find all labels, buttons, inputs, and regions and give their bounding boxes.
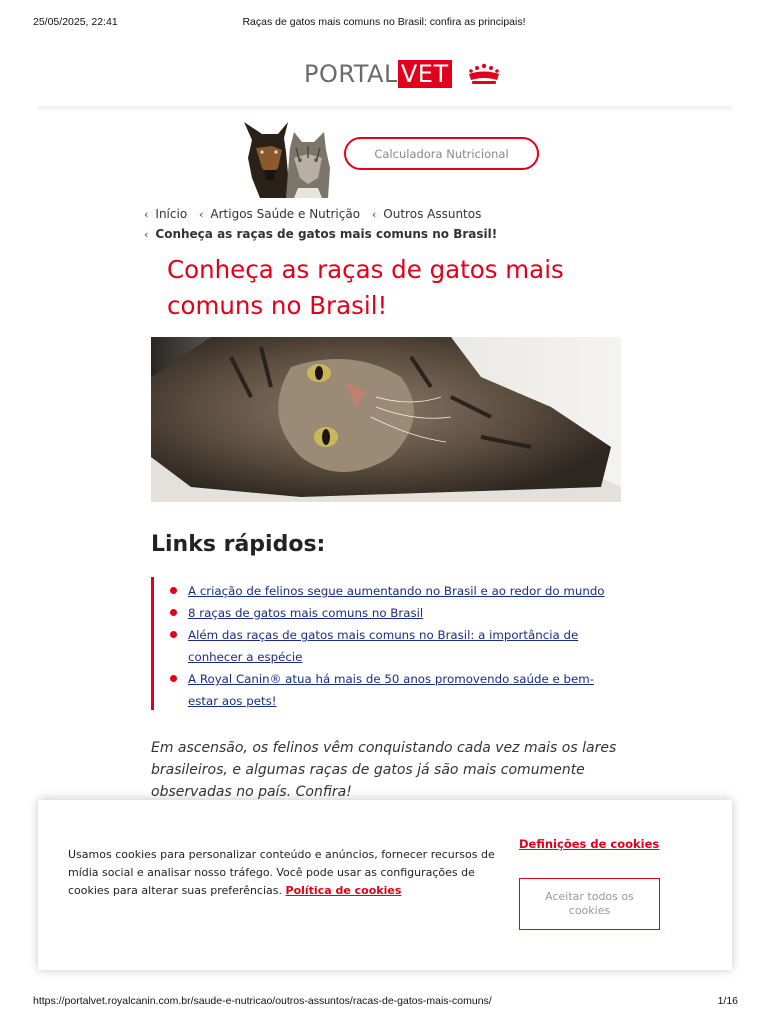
quick-link[interactable]: A Royal Canin® atua há mais de 50 anos promovendo saúde e bem-estar aos pets!: [188, 672, 594, 708]
cookie-banner: [38, 800, 732, 970]
print-header: [0, 16, 768, 32]
chevron-left-icon: ‹: [199, 208, 204, 221]
list-item: [170, 668, 621, 712]
hero-cat-image: [151, 337, 621, 502]
cookie-text: [68, 846, 498, 900]
breadcrumb-current: Conheça as raças de gatos mais comuns no Brasil!: [155, 227, 498, 241]
bullet-icon: [170, 631, 177, 638]
bullet-icon: [170, 609, 177, 616]
logo-vet-text: VET: [398, 60, 452, 88]
quick-links-heading: Links rápidos:: [151, 532, 326, 557]
quick-link[interactable]: Além das raças de gatos mais comuns no Brasil: a importância de conhecer a espécie: [188, 628, 579, 664]
portalvet-logo[interactable]: [304, 58, 502, 90]
quick-links-list: [151, 577, 621, 710]
breadcrumb-other-topics[interactable]: Outros Assuntos: [383, 207, 482, 221]
quick-link[interactable]: 8 raças de gatos mais comuns no Brasil: [188, 606, 424, 620]
chevron-left-icon: ‹: [144, 228, 149, 241]
cookie-policy-link[interactable]: Política de cookies: [285, 884, 402, 897]
print-footer: [0, 995, 768, 1011]
logo-portal-text: PORTAL: [304, 60, 398, 88]
accept-cookies-button[interactable]: Aceitar todos os cookies: [519, 878, 660, 930]
print-page-number: 1/16: [717, 995, 738, 1007]
breadcrumb-home[interactable]: Início: [155, 207, 188, 221]
breadcrumb-current-row: [144, 227, 497, 241]
list-item: [170, 624, 621, 668]
print-doc-title: Raças de gatos mais comuns no Brasil: confira as principais!: [242, 16, 526, 28]
bullet-icon: [170, 675, 177, 682]
intro-paragraph: Em ascensão, os felinos vêm conquistando cada vez mais os lares brasileiros, e algumas raças de gatos já são mais comumente observadas no país. Confira!: [151, 740, 617, 800]
breadcrumb: [144, 207, 489, 221]
list-item: [170, 580, 621, 602]
header-divider: [38, 106, 732, 112]
print-url: https://portalvet.royalcanin.com.br/saude-e-nutricao/outros-assuntos/racas-de-gatos-mais-comuns/: [33, 995, 492, 1007]
list-item: [170, 602, 621, 624]
cookie-message: Usamos cookies para personalizar conteúdo e anúncios, fornecer recursos de mídia social e analisar nosso tráfego. Você pode usar as configurações de cookies para alterar suas preferências.: [68, 848, 495, 897]
crown-icon: [466, 63, 502, 85]
page-title: Conheça as raças de gatos mais comuns no Brasil!: [167, 255, 564, 320]
chevron-left-icon: ‹: [144, 208, 149, 221]
nutritional-calculator-button[interactable]: Calculadora Nutricional: [344, 137, 539, 170]
cookie-settings-link[interactable]: Definições de cookies: [519, 837, 660, 851]
quick-link[interactable]: A criação de felinos segue aumentando no Brasil e ao redor do mundo: [188, 584, 605, 598]
print-datetime: 25/05/2025, 22:41: [33, 16, 118, 28]
bullet-icon: [170, 587, 177, 594]
chevron-left-icon: ‹: [371, 208, 377, 221]
breadcrumb-articles[interactable]: Artigos Saúde e Nutrição: [210, 207, 361, 221]
dog-and-cat-image: [238, 118, 340, 200]
